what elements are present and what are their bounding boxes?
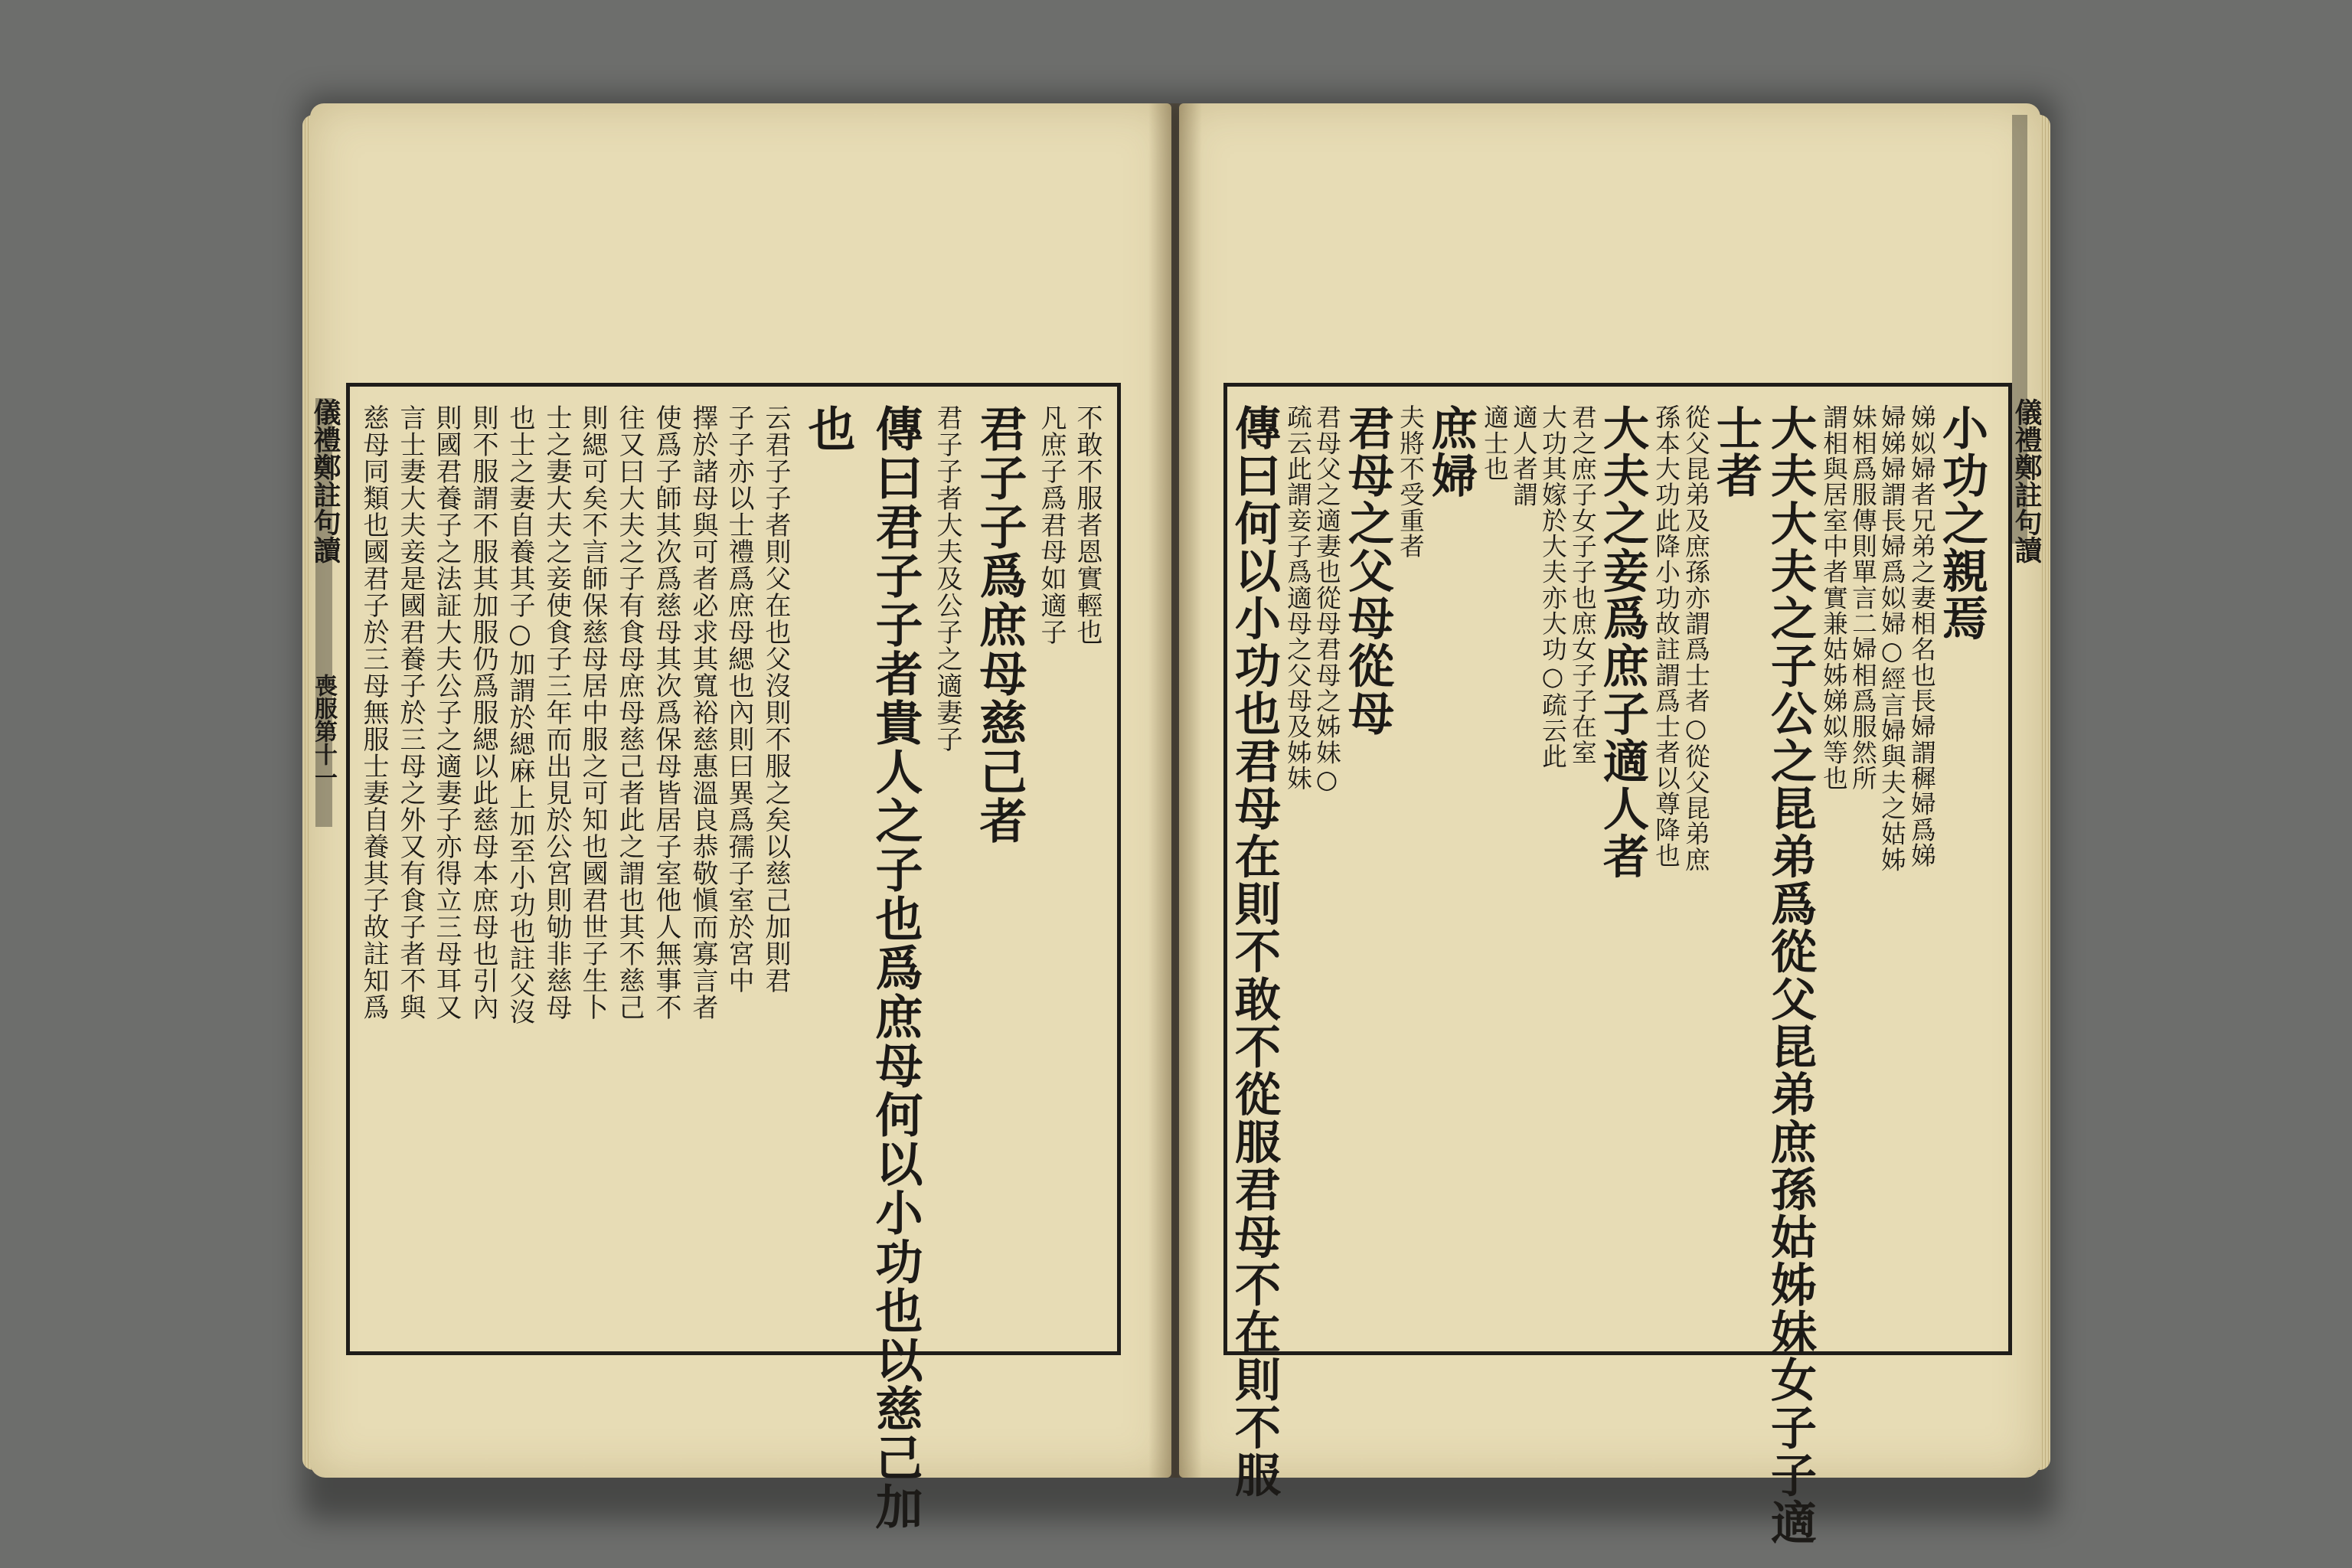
left-column-note: 則國君養子之法証大夫公子之適妻子亦得立三母耳又 xyxy=(431,404,462,1021)
left-column-main: 君子子爲庶母慈己者 xyxy=(972,404,1027,845)
left-margin-title: 儀禮鄭註句讀 xyxy=(309,398,341,564)
left-column-note: 使爲子師其次爲慈母其次爲保母皆居子室他人無事不 xyxy=(651,404,681,1021)
left-column-note: 君子子者大夫及公子之適妻子 xyxy=(932,404,962,753)
left-column-note: 也士之妻自養其子○加謂於緦麻上加至小功也註父沒 xyxy=(505,404,535,1025)
right-column-note: 娣姒婦者兄弟之妻相名也長婦謂穉婦爲娣 xyxy=(1907,404,1936,868)
left-column-note: 不敢不服者恩實輕也 xyxy=(1072,404,1102,645)
right-column-note: 君母父之適妻也從母君母之姊妹○ xyxy=(1312,404,1341,795)
right-column-note: 謂相與居室中者實兼姑姊娣姒等也 xyxy=(1819,404,1848,791)
left-column-note: 則不服謂不服其加服仍爲服緦以此慈母本庶母也引內 xyxy=(468,404,498,1021)
right-column-note: 夫將不受重者 xyxy=(1396,404,1425,559)
left-column-note: 擇於諸母與可者必求其寬裕慈惠溫良恭敬愼而寡言者 xyxy=(688,404,718,1021)
right-margin-title: 儀禮鄭註句讀 xyxy=(2011,398,2043,564)
left-column-note: 云君子子者則父在也父沒則不服之矣以慈己加則君 xyxy=(760,404,791,994)
left-column-note: 士之妻大夫之妾使食子三年而出見於公宮則劬非慈母 xyxy=(541,404,572,1021)
right-column-note: 從父昆弟及庶孫亦謂爲士者○從父昆弟庶 xyxy=(1681,404,1710,873)
left-column-note: 言士妻大夫妾是國君養子於三母之外又有食子者不與 xyxy=(395,404,426,1021)
book-gutter xyxy=(1148,103,1202,1478)
left-column-note: 慈母同類也國君子於三母無服士妻自養其子故註知爲 xyxy=(358,404,389,1021)
right-column-main: 傳曰何以小功也君母在則不敢不從服君母不在則不服 xyxy=(1227,404,1281,1499)
right-column-note: 君之庶子女子子也庶女子子在室 xyxy=(1568,404,1597,766)
left-column-note: 往又曰大夫之子有食母庶母慈己者此之謂也其不慈己 xyxy=(614,404,645,1021)
left-column-main: 傳曰君子子者貴人之子也爲庶母何以小功也以慈己加 xyxy=(867,404,923,1531)
left-column-note: 子子亦以士禮爲庶母緦也內則曰異爲孺子室於宮中 xyxy=(724,404,754,994)
right-column-note: 妹相爲服傳則單言二婦相爲服然所 xyxy=(1848,404,1877,791)
left-column-note: 則緦可矣不言師保慈母居中服之可知也國君世子生卜 xyxy=(577,404,608,1021)
right-column-main: 庶婦 xyxy=(1424,404,1478,500)
right-column-note: 大功其嫁於大夫亦大功○疏云此 xyxy=(1538,404,1567,769)
right-column-main: 大夫大夫之子公之昆弟爲從父昆弟庶孫姑姊妹女子子適 xyxy=(1763,404,1817,1547)
right-column-main: 小功之親焉 xyxy=(1935,404,1988,642)
left-column-note: 凡庶子爲君母如適子 xyxy=(1036,404,1067,645)
left-column-main: 也 xyxy=(800,404,856,453)
right-column-note: 適人者謂 xyxy=(1509,404,1538,508)
right-column-note: 婦娣婦謂長婦爲姒婦○經言婦與夫之姑姊 xyxy=(1877,404,1906,873)
left-margin-section: 喪服第十一 xyxy=(310,674,337,789)
right-column-main: 大夫之妾爲庶子適人者 xyxy=(1596,404,1649,880)
right-column-note: 孫本大功此降小功故註謂爲士者以尊降也 xyxy=(1651,404,1681,868)
right-column-main: 士者 xyxy=(1709,404,1762,500)
right-column-note: 適士也 xyxy=(1480,404,1509,482)
right-column-main: 君母之父母從母 xyxy=(1341,404,1394,738)
right-column-note: 疏云此謂妾子爲適母之父母及姊妹 xyxy=(1283,404,1312,791)
